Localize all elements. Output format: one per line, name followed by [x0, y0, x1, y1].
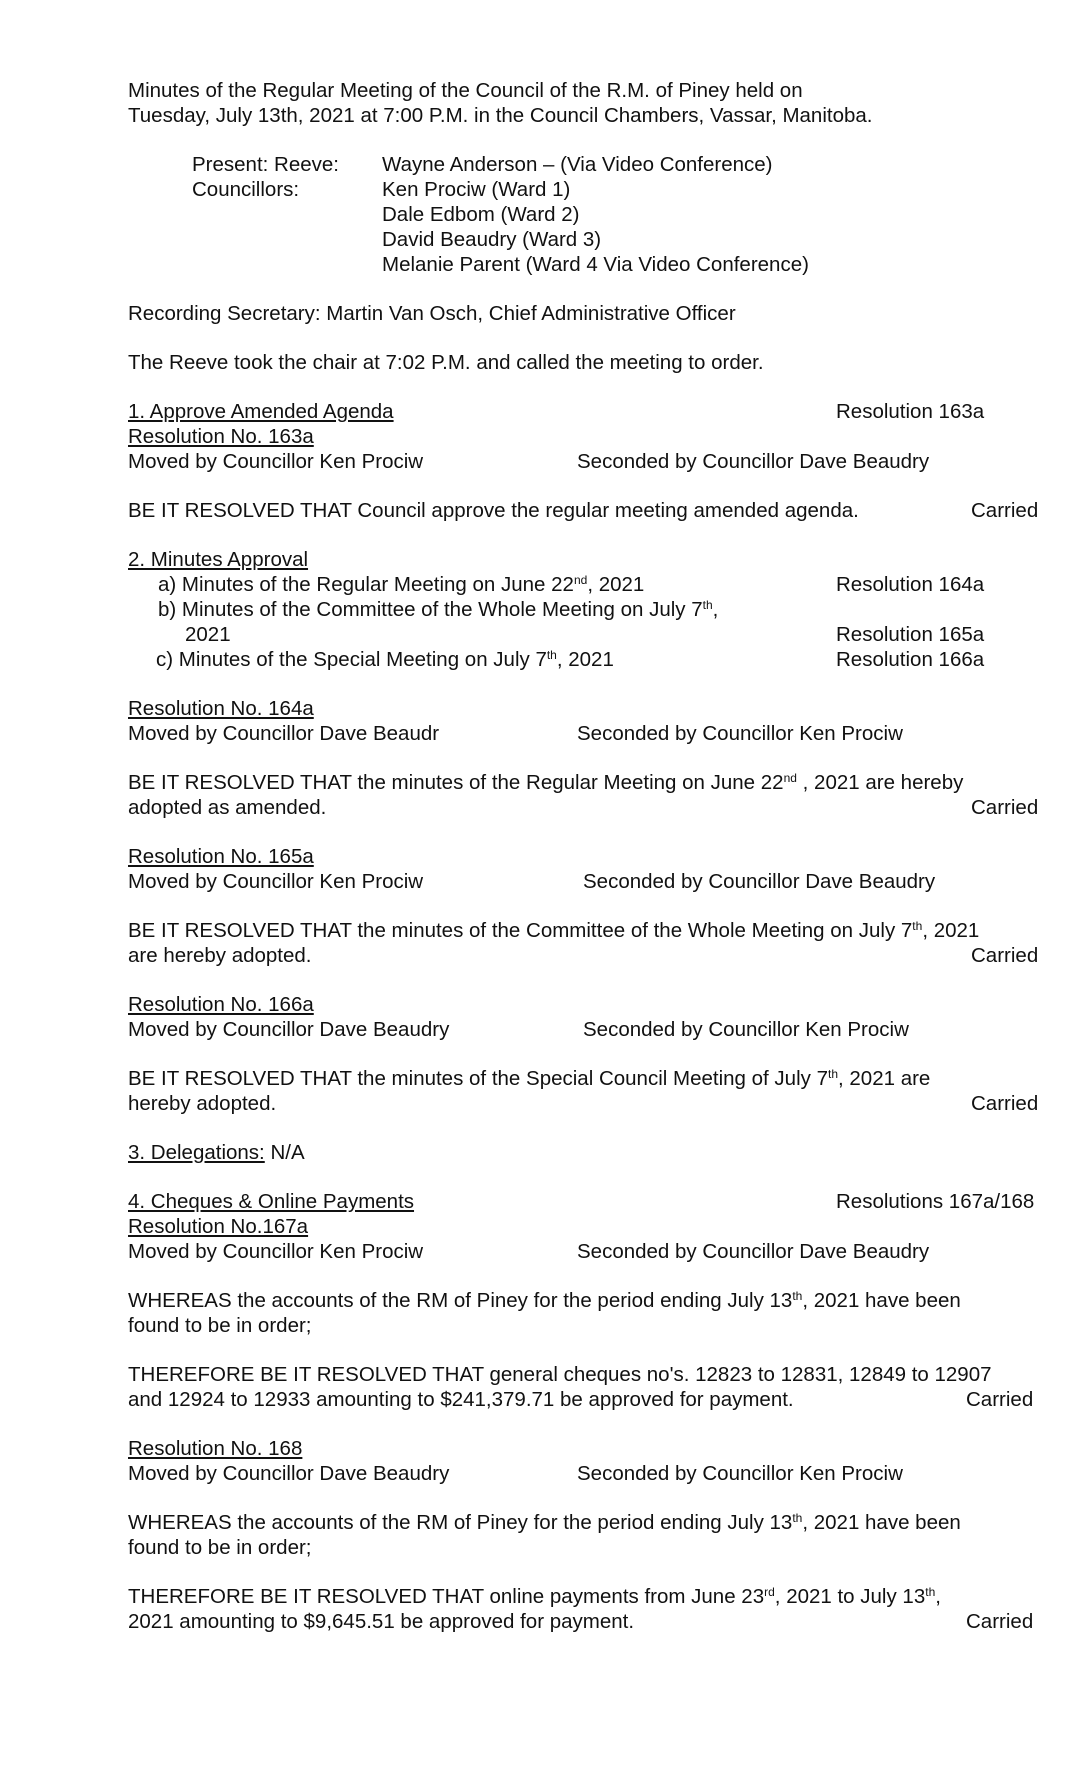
- resolution-text: THEREFORE BE IT RESOLVED THAT general cheques no's. 12823 to 12831, 12849 to 12907: [128, 1363, 992, 1386]
- resolution-text: BE IT RESOLVED THAT the minutes of the Committee of the Whole Meeting on July 7th, 2021: [128, 919, 980, 942]
- document-title-line-2: Tuesday, July 13th, 2021 at 7:00 P.M. in the Council Chambers, Vassar, Manitoba.: [128, 104, 873, 127]
- carried-status: Carried: [966, 1610, 1034, 1633]
- resolution-text: BE IT RESOLVED THAT the minutes of the Regular Meeting on June 22nd , 2021 are hereby: [128, 771, 964, 794]
- councillors-label: Councillors:: [192, 178, 300, 201]
- resolution-text: adopted as amended.: [128, 796, 327, 819]
- carried-status: Carried: [971, 944, 1039, 967]
- section-heading: 4. Cheques & Online Payments: [128, 1190, 415, 1213]
- attendance-block: [128, 152, 1048, 277]
- seconded-by: Seconded by Councillor Dave Beaudry: [577, 450, 930, 473]
- seconded-by: Seconded by Councillor Ken Prociw: [583, 1018, 909, 1041]
- whereas-text: WHEREAS the accounts of the RM of Piney for the period ending July 13th, 2021 have been: [128, 1289, 961, 1312]
- resolution-reference: Resolution 165a: [836, 623, 985, 646]
- resolution-number: Resolution No. 165a: [128, 845, 314, 868]
- seconded-by: Seconded by Councillor Ken Prociw: [577, 1462, 903, 1485]
- whereas-text: found to be in order;: [128, 1314, 312, 1337]
- resolution-number: Resolution No. 166a: [128, 993, 314, 1016]
- agenda-item-b: b) Minutes of the Committee of the Whole Meeting on July 7th,: [158, 598, 719, 621]
- resolution-text: BE IT RESOLVED THAT Council approve the regular meeting amended agenda.: [128, 499, 859, 522]
- councillor-name: Ken Prociw (Ward 1): [382, 178, 571, 201]
- resolution-text: BE IT RESOLVED THAT the minutes of the Special Council Meeting of July 7th, 2021 are: [128, 1067, 931, 1090]
- agenda-item-b-year: 2021: [185, 623, 231, 646]
- seconded-by: Seconded by Councillor Dave Beaudry: [577, 1240, 930, 1263]
- moved-by: Moved by Councillor Dave Beaudry: [128, 1462, 450, 1485]
- whereas-text: WHEREAS the accounts of the RM of Piney for the period ending July 13th, 2021 have been: [128, 1511, 961, 1534]
- seconded-by: Seconded by Councillor Ken Prociw: [577, 722, 903, 745]
- resolution-reference: Resolution 166a: [836, 648, 985, 671]
- carried-status: Carried: [966, 1388, 1034, 1411]
- moved-by: Moved by Councillor Ken Prociw: [128, 450, 424, 473]
- councillor-name: Melanie Parent (Ward 4 Via Video Conference): [382, 253, 809, 276]
- agenda-item-c: c) Minutes of the Special Meeting on July 7th, 2021: [156, 648, 614, 671]
- reeve-name: Wayne Anderson – (Via Video Conference): [382, 153, 773, 176]
- moved-by: Moved by Councillor Ken Prociw: [128, 1240, 424, 1263]
- resolution-text: and 12924 to 12933 amounting to $241,379.71 be approved for payment.: [128, 1388, 794, 1411]
- seconded-by: Seconded by Councillor Dave Beaudry: [583, 870, 936, 893]
- resolution-number: Resolution No. 164a: [128, 697, 314, 720]
- resolution-number: Resolution No. 168: [128, 1437, 303, 1460]
- resolution-number: Resolution No. 163a: [128, 425, 314, 448]
- resolution-number: Resolution No.167a: [128, 1215, 309, 1238]
- councillor-name: David Beaudry (Ward 3): [382, 228, 602, 251]
- minutes-document: [128, 78, 1048, 1634]
- document-title-line-1: Minutes of the Regular Meeting of the Council of the R.M. of Piney held on: [128, 79, 803, 102]
- whereas-text: found to be in order;: [128, 1536, 312, 1559]
- carried-status: Carried: [971, 499, 1039, 522]
- section-heading: 2. Minutes Approval: [128, 548, 309, 571]
- councillor-name: Dale Edbom (Ward 2): [382, 203, 580, 226]
- carried-status: Carried: [971, 796, 1039, 819]
- reeve-label: Present: Reeve:: [192, 153, 339, 176]
- section-heading: 3. Delegations:: [128, 1141, 265, 1164]
- moved-by: Moved by Councillor Dave Beaudr: [128, 722, 440, 745]
- carried-status: Carried: [971, 1092, 1039, 1115]
- resolution-reference: Resolutions 167a/168: [836, 1190, 1035, 1213]
- section-heading: 1. Approve Amended Agenda: [128, 400, 394, 423]
- resolution-text: hereby adopted.: [128, 1092, 277, 1115]
- moved-by: Moved by Councillor Ken Prociw: [128, 870, 424, 893]
- agenda-item-a: a) Minutes of the Regular Meeting on June 22nd, 2021: [158, 573, 645, 596]
- delegations-value: N/A: [270, 1141, 305, 1164]
- moved-by: Moved by Councillor Dave Beaudry: [128, 1018, 450, 1041]
- call-to-order: The Reeve took the chair at 7:02 P.M. and called the meeting to order.: [128, 351, 764, 374]
- resolution-text: 2021 amounting to $9,645.51 be approved for payment.: [128, 1610, 635, 1633]
- resolution-reference: Resolution 163a: [836, 400, 985, 423]
- resolution-reference: Resolution 164a: [836, 573, 985, 596]
- resolution-text: THEREFORE BE IT RESOLVED THAT online payments from June 23rd, 2021 to July 13th,: [128, 1585, 941, 1608]
- resolution-text: are hereby adopted.: [128, 944, 312, 967]
- recording-secretary: Recording Secretary: Martin Van Osch, Chief Administrative Officer: [128, 302, 736, 325]
